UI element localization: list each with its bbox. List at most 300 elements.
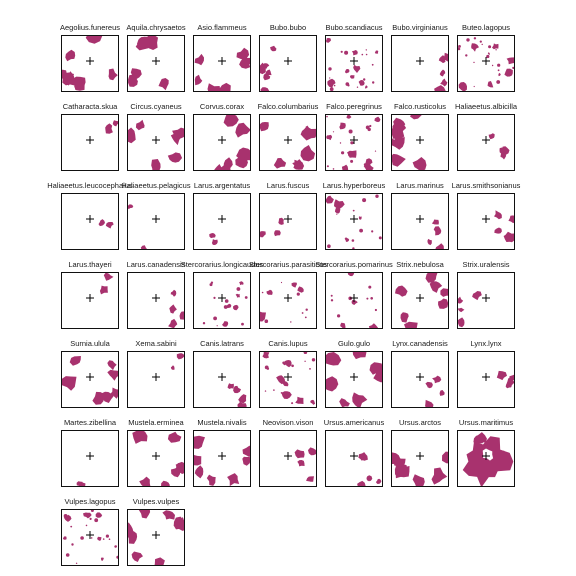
range-area <box>401 312 409 322</box>
range-area <box>359 216 362 220</box>
range-map-plot <box>260 36 316 91</box>
panel-title: Larus.thayeri <box>68 260 112 269</box>
range-map-plot <box>458 36 514 91</box>
range-area <box>151 159 160 170</box>
range-area <box>239 281 244 285</box>
panel-title: Circus.cyaneus <box>130 102 182 111</box>
range-map-plot <box>194 194 250 249</box>
range-area <box>297 460 304 466</box>
range-speck <box>368 128 371 131</box>
range-area <box>504 234 514 242</box>
range-area <box>352 300 358 305</box>
range-area <box>278 218 284 225</box>
species-panel <box>453 259 519 329</box>
range-area <box>353 352 367 359</box>
range-area <box>169 304 177 313</box>
pole-marker-icon <box>284 452 292 460</box>
range-map-plot <box>458 431 514 486</box>
range-speck <box>66 553 70 557</box>
panel-title: Larus.marinus <box>396 181 444 190</box>
range-speck <box>368 286 371 289</box>
range-area <box>425 400 433 407</box>
panel-title: Larus.argentatus <box>193 181 251 190</box>
range-area <box>237 402 246 407</box>
range-area <box>194 436 205 449</box>
range-area <box>335 208 340 214</box>
range-speck <box>86 525 88 527</box>
range-speck <box>366 49 367 50</box>
range-speck <box>297 293 300 296</box>
pole-marker-icon <box>86 294 94 302</box>
range-speck <box>341 151 344 154</box>
range-area <box>132 552 143 563</box>
range-map-plot <box>260 273 316 328</box>
range-map-plot <box>194 273 250 328</box>
range-speck <box>312 358 315 361</box>
range-speck <box>245 296 248 299</box>
range-speck <box>331 295 333 297</box>
range-speck <box>372 81 374 83</box>
pole-marker-icon <box>86 452 94 460</box>
range-area <box>136 120 145 131</box>
range-map <box>391 351 449 408</box>
range-map <box>259 193 317 250</box>
pole-marker-icon <box>284 215 292 223</box>
pole-marker-icon <box>284 373 292 381</box>
range-speck <box>106 535 109 538</box>
range-area <box>295 397 303 404</box>
range-area <box>131 68 142 79</box>
range-speck <box>341 51 343 53</box>
pole-marker-icon <box>152 373 160 381</box>
pole-marker-icon <box>86 531 94 539</box>
range-area <box>105 123 113 133</box>
range-map-plot <box>128 431 184 486</box>
range-area <box>353 65 360 73</box>
range-area <box>227 473 239 486</box>
pole-marker-icon <box>152 294 160 302</box>
range-area <box>266 290 272 295</box>
range-area <box>494 228 502 234</box>
range-area <box>139 477 151 486</box>
range-speck <box>474 86 475 87</box>
range-area <box>227 304 231 308</box>
range-map-plot <box>326 36 382 91</box>
range-map <box>193 430 251 487</box>
panel-title: Ursus.americanus <box>323 418 385 427</box>
range-map <box>259 35 317 92</box>
range-area <box>65 50 75 62</box>
range-speck <box>330 87 334 91</box>
panel-title: Strix.nebulosa <box>396 260 444 269</box>
range-area <box>497 371 507 380</box>
pole-marker-icon <box>152 452 160 460</box>
range-speck <box>265 366 269 370</box>
range-area <box>367 475 373 481</box>
range-speck <box>306 309 308 311</box>
range-area <box>180 311 185 319</box>
range-speck <box>348 153 352 157</box>
range-map-plot <box>392 194 448 249</box>
range-speck <box>273 389 275 391</box>
range-area <box>310 400 315 405</box>
range-map-plot <box>62 115 118 170</box>
range-map-plot <box>194 36 250 91</box>
range-speck <box>354 51 355 52</box>
range-speck <box>379 236 382 239</box>
panel-title: Bubo.virginianus <box>392 23 448 32</box>
range-speck <box>333 131 334 132</box>
range-area <box>472 291 482 300</box>
range-speck <box>224 305 228 309</box>
range-area <box>70 356 81 366</box>
range-area <box>471 43 479 51</box>
range-area <box>303 126 316 141</box>
range-area <box>375 50 379 53</box>
range-speck <box>473 62 474 63</box>
range-map <box>61 430 119 487</box>
panel-title: Stercorarius.parasiticus <box>248 260 328 269</box>
range-area <box>260 231 266 237</box>
range-speck <box>352 247 354 249</box>
range-map-plot <box>194 115 250 170</box>
range-area <box>195 465 204 478</box>
range-speck <box>333 168 335 170</box>
range-speck <box>474 37 476 39</box>
range-speck <box>291 365 294 368</box>
range-speck <box>94 518 98 522</box>
range-area <box>327 79 335 88</box>
pole-marker-icon <box>482 294 490 302</box>
range-speck <box>375 151 376 152</box>
range-map <box>127 430 185 487</box>
pole-marker-icon <box>350 373 358 381</box>
range-area <box>109 69 118 81</box>
range-map-plot <box>62 36 118 91</box>
range-area <box>212 239 218 245</box>
pole-marker-icon <box>86 373 94 381</box>
range-speck <box>371 230 373 232</box>
range-area <box>141 245 147 249</box>
range-area <box>306 476 314 482</box>
range-area <box>261 87 270 91</box>
range-speck <box>359 229 363 233</box>
range-speck <box>372 64 374 66</box>
range-speck <box>346 82 350 86</box>
pole-marker-icon <box>218 452 226 460</box>
range-map <box>457 272 515 329</box>
range-area <box>207 475 216 486</box>
range-area <box>295 449 305 458</box>
range-map <box>457 114 515 171</box>
range-speck <box>349 130 353 134</box>
range-map <box>127 509 185 566</box>
range-area <box>365 85 368 88</box>
panel-title: Stercorarius.longicaudus <box>180 260 264 269</box>
range-map-plot <box>128 115 184 170</box>
range-map-plot <box>326 273 382 328</box>
pole-marker-icon <box>416 215 424 223</box>
panel-title: Larus.canadensis <box>126 260 186 269</box>
range-speck <box>486 55 489 58</box>
range-map <box>193 114 251 171</box>
range-map-plot <box>62 431 118 486</box>
range-area <box>442 452 448 464</box>
panel-title: Neovison.vison <box>262 418 314 427</box>
panel-title: Corvus.corax <box>199 102 245 111</box>
panel-title: Larus.fuscus <box>266 181 310 190</box>
range-map-plot <box>62 510 118 565</box>
panel-title: Falco.columbarius <box>257 102 319 111</box>
range-map-plot <box>260 431 316 486</box>
range-speck <box>237 287 241 291</box>
panel-title: Lynx.canadensis <box>392 339 448 348</box>
range-area <box>128 204 133 209</box>
range-speck <box>350 160 353 163</box>
range-area <box>326 38 331 43</box>
range-speck <box>344 51 348 55</box>
pole-marker-icon <box>416 57 424 65</box>
range-speck <box>327 165 329 167</box>
range-area <box>270 46 276 51</box>
range-speck <box>71 543 73 545</box>
range-area <box>233 305 239 310</box>
species-panel <box>123 496 189 566</box>
range-area <box>438 299 448 309</box>
pole-marker-icon <box>416 136 424 144</box>
range-map <box>457 430 515 487</box>
range-area <box>101 558 104 561</box>
range-map-plot <box>62 352 118 407</box>
range-speck <box>203 322 205 324</box>
range-speck <box>362 198 366 202</box>
pole-marker-icon <box>482 57 490 65</box>
range-map-plot <box>392 352 448 407</box>
range-speck <box>482 44 483 45</box>
range-area <box>233 386 241 393</box>
range-map-plot <box>392 36 448 91</box>
range-map-plot <box>260 194 316 249</box>
range-area <box>410 115 423 119</box>
pole-marker-icon <box>218 136 226 144</box>
pole-marker-icon <box>350 215 358 223</box>
range-area <box>352 392 367 407</box>
panel-title: Martes.zibellina <box>63 418 117 427</box>
range-area <box>209 233 215 238</box>
range-area <box>492 43 499 49</box>
pole-marker-icon <box>416 452 424 460</box>
range-speck <box>80 536 84 540</box>
range-map-plot <box>128 194 184 249</box>
range-map-plot <box>326 115 382 170</box>
pole-marker-icon <box>416 294 424 302</box>
range-speck <box>213 317 217 321</box>
panel-title: Canis.lupus <box>268 339 308 348</box>
range-speck <box>225 299 229 303</box>
range-map <box>391 272 449 329</box>
range-area <box>458 308 464 312</box>
range-area <box>132 431 147 444</box>
range-speck <box>480 41 482 43</box>
range-area <box>194 455 201 466</box>
range-area <box>488 81 494 87</box>
range-speck <box>340 142 341 143</box>
range-speck <box>375 309 377 311</box>
pole-marker-icon <box>284 57 292 65</box>
range-area <box>392 137 405 150</box>
panel-title: Bubo.scandiacus <box>325 23 383 32</box>
range-speck <box>109 538 111 540</box>
range-area <box>100 286 108 295</box>
range-area <box>224 115 239 127</box>
range-map <box>391 430 449 487</box>
range-area <box>168 152 182 162</box>
range-area <box>96 512 103 517</box>
range-map-plot <box>458 273 514 328</box>
range-speck <box>357 87 358 88</box>
range-map-plot <box>458 194 514 249</box>
range-area <box>500 146 510 155</box>
range-speck <box>496 80 500 84</box>
range-speck <box>466 38 469 41</box>
range-speck <box>262 292 264 294</box>
range-map-plot <box>128 352 184 407</box>
pole-marker-icon <box>416 373 424 381</box>
range-area <box>62 376 77 391</box>
range-map-plot <box>62 273 118 328</box>
range-area <box>326 196 334 204</box>
panel-title: Canis.latrans <box>200 339 244 348</box>
range-speck <box>346 69 350 73</box>
range-map <box>457 35 515 92</box>
range-map-plot <box>392 431 448 486</box>
range-area <box>242 457 250 466</box>
range-map-plot <box>458 115 514 170</box>
range-area <box>177 353 184 359</box>
range-speck <box>291 402 293 404</box>
range-area <box>458 297 463 304</box>
range-area <box>369 323 378 328</box>
range-map <box>325 351 383 408</box>
range-speck <box>498 69 500 71</box>
range-area <box>430 281 443 293</box>
panel-title: Strix.uralensis <box>462 260 510 269</box>
range-area <box>348 273 355 276</box>
range-map <box>61 193 119 250</box>
range-speck <box>265 390 266 391</box>
range-area <box>376 479 382 484</box>
panel-title: Vulpes.vulpes <box>132 497 180 506</box>
range-speck <box>90 518 92 520</box>
range-area <box>128 128 136 144</box>
panel-title: Ursus.arctos <box>398 418 442 427</box>
range-speck <box>309 368 311 370</box>
panel-title: Catharacta.skua <box>62 102 118 111</box>
range-speck <box>281 282 282 283</box>
range-speck <box>330 201 332 203</box>
range-map <box>259 272 317 329</box>
range-area <box>508 215 514 223</box>
panel-title: Vulpes.lagopus <box>64 497 116 506</box>
range-area <box>260 122 269 131</box>
range-area <box>235 123 250 138</box>
range-speck <box>64 514 68 518</box>
panel-title: Haliaeetus.leucocephalus <box>47 181 133 190</box>
range-area <box>107 370 118 381</box>
pole-marker-icon <box>152 57 160 65</box>
range-area <box>308 447 316 455</box>
range-area <box>220 83 231 91</box>
range-map <box>193 351 251 408</box>
range-speck <box>213 297 215 299</box>
range-map <box>325 114 383 171</box>
panel-title: Aquila.chrysaetos <box>126 23 186 32</box>
range-speck <box>369 125 371 127</box>
range-area <box>104 273 114 281</box>
range-area <box>326 376 338 391</box>
range-area <box>494 210 502 219</box>
pole-marker-icon <box>482 215 490 223</box>
range-area <box>413 157 427 170</box>
range-area <box>222 321 228 327</box>
range-speck <box>210 283 213 286</box>
range-speck <box>304 352 308 354</box>
range-area <box>432 376 441 384</box>
panel-title: Mustela.nivalis <box>197 418 247 427</box>
range-speck <box>116 556 118 559</box>
range-speck <box>217 325 218 326</box>
range-area <box>236 294 240 298</box>
range-speck <box>326 135 330 139</box>
range-map <box>391 35 449 92</box>
range-map <box>61 35 119 92</box>
range-map-plot <box>392 115 448 170</box>
range-area <box>262 352 269 358</box>
range-map <box>457 193 515 250</box>
range-area <box>440 390 445 396</box>
range-speck <box>375 195 378 198</box>
range-speck <box>302 312 304 314</box>
panel-title: Xema.sabini <box>135 339 177 348</box>
range-area <box>195 54 204 65</box>
range-speck <box>241 323 244 326</box>
range-area <box>128 523 134 535</box>
range-map-plot <box>128 510 184 565</box>
pole-marker-icon <box>218 373 226 381</box>
range-speck <box>337 314 340 317</box>
range-area <box>113 120 118 126</box>
range-area <box>274 230 281 236</box>
range-area <box>340 323 345 328</box>
range-area <box>154 557 165 565</box>
range-speck <box>283 362 286 365</box>
panel-title: Bubo.bubo <box>269 23 307 32</box>
species-panel <box>453 338 519 408</box>
range-area <box>83 513 92 519</box>
range-map-plot <box>392 273 448 328</box>
range-area <box>507 57 514 64</box>
range-area <box>374 117 380 123</box>
range-speck <box>497 64 500 67</box>
pole-marker-icon <box>218 57 226 65</box>
panel-title: Lynx.lynx <box>470 339 502 348</box>
range-area <box>171 365 175 370</box>
pole-marker-icon <box>482 136 490 144</box>
range-map <box>193 272 251 329</box>
range-area <box>238 394 246 403</box>
range-area <box>339 398 350 407</box>
range-map <box>127 351 185 408</box>
